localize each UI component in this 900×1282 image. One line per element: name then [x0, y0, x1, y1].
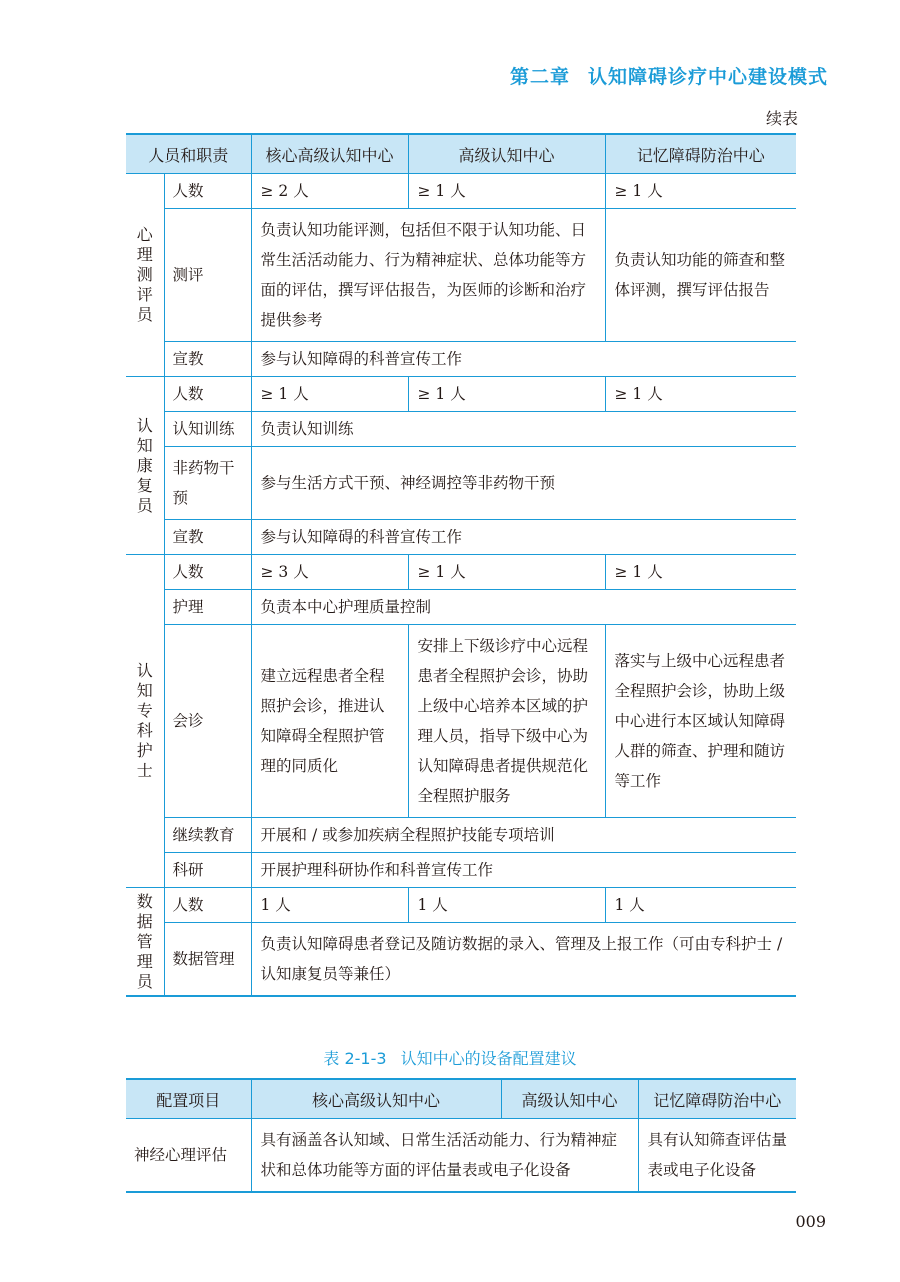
column-header-staff: 人员和职责 — [126, 134, 251, 174]
row-label: 继续教育 — [164, 818, 251, 853]
table-cell: 负责认知训练 — [251, 412, 796, 447]
table-row — [126, 520, 796, 555]
row-label: 会诊 — [164, 625, 251, 818]
row-label: 宣教 — [164, 520, 251, 555]
table-row — [126, 888, 796, 923]
continued-label: 续表 — [765, 109, 798, 128]
column-header-core-advanced: 核心高级认知中心 — [251, 134, 408, 174]
row-label: 人数 — [164, 377, 251, 412]
column-header-advanced: 高级认知中心 — [408, 134, 605, 174]
row-label: 神经心理评估 — [126, 1119, 251, 1193]
table-cell: 1 人 — [251, 888, 408, 923]
table-cell: ≥ 1 人 — [605, 555, 796, 590]
table-cell: ≥ 1 人 — [408, 377, 605, 412]
table-row — [126, 377, 796, 412]
row-label: 人数 — [164, 888, 251, 923]
table-cell: 开展护理科研协作和科普宣传工作 — [251, 853, 796, 888]
group-label-psych: 心理测评员 — [126, 174, 164, 377]
table-row — [126, 447, 796, 520]
table-header-row — [126, 134, 796, 174]
row-label: 测评 — [164, 209, 251, 342]
table-cell: ≥ 2 人 — [251, 174, 408, 209]
table-cell: 负责认知障碍患者登记及随访数据的录入、管理及上报工作（可由专科护士 / 认知康复员等兼任） — [251, 923, 796, 997]
table-cell: 具有涵盖各认知域、日常生活活动能力、行为精神症状和总体功能等方面的评估量表或电子化设备 — [251, 1119, 638, 1193]
table-cell: 负责认知功能的筛查和整体评测，撰写评估报告 — [605, 209, 796, 342]
column-header-memory: 记忆障碍防治中心 — [638, 1079, 796, 1119]
column-header-advanced: 高级认知中心 — [501, 1079, 638, 1119]
table-row — [126, 818, 796, 853]
row-label: 护理 — [164, 590, 251, 625]
group-label-nurse: 认知专科护士 — [126, 555, 164, 888]
table-cell: 参与认知障碍的科普宣传工作 — [251, 342, 796, 377]
table-row — [126, 174, 796, 209]
equipment-config-table — [126, 1078, 796, 1193]
table-cell: 1 人 — [605, 888, 796, 923]
table-cell: ≥ 3 人 — [251, 555, 408, 590]
table-cell: 1 人 — [408, 888, 605, 923]
table-caption-title: 认知中心的设备配置建议 — [400, 1049, 577, 1068]
table-caption — [0, 1046, 900, 1069]
table-cell: 开展和 / 或参加疾病全程照护技能专项培训 — [251, 818, 796, 853]
table-row — [126, 923, 796, 997]
row-label: 科研 — [164, 853, 251, 888]
table-header-row — [126, 1079, 796, 1119]
table-row — [126, 209, 796, 342]
table-cell: 参与生活方式干预、神经调控等非药物干预 — [251, 447, 796, 520]
table-caption-number: 表 2-1-3 — [323, 1049, 387, 1068]
table-row — [126, 853, 796, 888]
table-cell: 负责本中心护理质量控制 — [251, 590, 796, 625]
table-cell: 参与认知障碍的科普宣传工作 — [251, 520, 796, 555]
table-cell: ≥ 1 人 — [605, 174, 796, 209]
table-row — [126, 1119, 796, 1193]
row-label: 人数 — [164, 174, 251, 209]
table-cell: 负责认知功能评测，包括但不限于认知功能、日常生活活动能力、行为精神症状、总体功能等方面的评估，撰写评估报告，为医师的诊断和治疗提供参考 — [251, 209, 605, 342]
table-cell: ≥ 1 人 — [605, 377, 796, 412]
chapter-number: 第二章 — [509, 66, 570, 88]
row-label: 数据管理 — [164, 923, 251, 997]
table-cell: 具有认知筛查评估量表或电子化设备 — [638, 1119, 796, 1193]
table-row — [126, 590, 796, 625]
row-label: 人数 — [164, 555, 251, 590]
column-header-config-item: 配置项目 — [126, 1079, 251, 1119]
chapter-title-text: 认知障碍诊疗中心建设模式 — [587, 66, 828, 88]
table-cell: 安排上下级诊疗中心远程患者全程照护会诊，协助上级中心培养本区域的护理人员，指导下级中心为认知障碍患者提供规范化全程照护服务 — [408, 625, 605, 818]
table-row — [126, 625, 796, 818]
table-cell: 落实与上级中心远程患者全程照护会诊，协助上级中心进行本区域认知障碍人群的筛查、护理和随访等工作 — [605, 625, 796, 818]
row-label: 宣教 — [164, 342, 251, 377]
table-cell: ≥ 1 人 — [408, 555, 605, 590]
column-header-core-advanced: 核心高级认知中心 — [251, 1079, 501, 1119]
row-label: 认知训练 — [164, 412, 251, 447]
table-row — [126, 412, 796, 447]
table-row — [126, 342, 796, 377]
group-label-rehab: 认知康复员 — [126, 377, 164, 555]
table-cell: ≥ 1 人 — [251, 377, 408, 412]
table-cell: 建立远程患者全程照护会诊，推进认知障碍全程照护管理的同质化 — [251, 625, 408, 818]
table-cell: ≥ 1 人 — [408, 174, 605, 209]
column-header-memory: 记忆障碍防治中心 — [605, 134, 796, 174]
row-label: 非药物干预 — [164, 447, 251, 520]
table-row — [126, 555, 796, 590]
group-label-data: 数据管理员 — [126, 888, 164, 997]
page-number: 009 — [795, 1212, 826, 1231]
chapter-header — [510, 62, 828, 89]
staff-responsibility-table — [126, 133, 796, 997]
